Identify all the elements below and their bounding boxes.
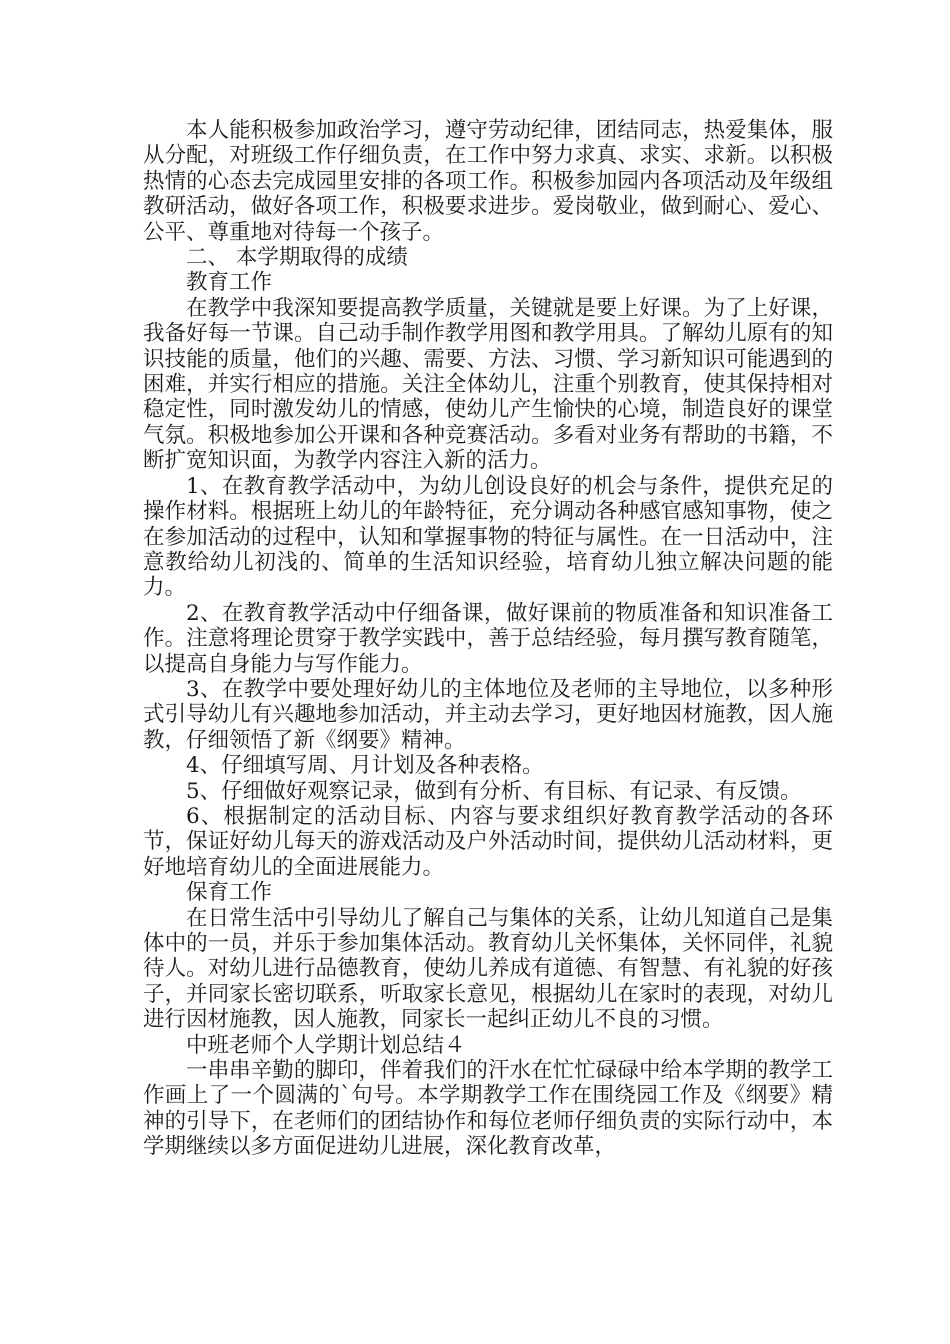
list-item-1: 1、在教育教学活动中，为幼儿创设良好的机会与条件，提供充足的操作材料。根据班上幼儿的年龄特征，充分调动各种感官感知事物，使之在参加活动的过程中，认知和掌握事物的特征与属性。在一日活动中，注意教给幼儿初浅的、简单的生活知识经验，培育幼儿独立解决问题的能力。	[143, 473, 833, 601]
list-item-5: 5、仔细做好观察记录，做到有分析、有目标、有记录、有反馈。	[186, 778, 802, 804]
list-item-2: 2、在教育教学活动中仔细备课，做好课前的物质准备和知识准备工作。注意将理论贯穿于教学实践中，善于总结经验，每月撰写教育随笔，以提高自身能力与写作能力。	[143, 600, 833, 677]
paragraph-teaching-quality: 在教学中我深知要提高教学质量，关键就是要上好课。为了上好课，我备好每一节课。自己动手制作教学用图和教学用具。了解幼儿原有的知识技能的质量，他们的兴趣、需要、方法、习惯、学习新知识可能遇到的困难，并实行相应的措施。关注全体幼儿，注重个别教育，使其保持相对稳定性，同时激发幼儿的情感，使幼儿产生愉快的心境，制造良好的课堂气氛。积极地参加公开课和各种竞赛活动。多看对业务有帮助的书籍，不断扩宽知识面，为教学内容注入新的活力。	[143, 295, 833, 474]
list-item-3: 3、在教学中要处理好幼儿的主体地位及老师的主导地位，以多种形式引导幼儿有兴趣地参加活动，并主动去学习，更好地因材施教，因人施教，仔细领悟了新《纲要》精神。	[143, 676, 833, 753]
paragraph-summary-intro: 一串串辛勤的脚印，伴着我们的汗水在忙忙碌碌中给本学期的教学工作画上了一个圆满的`句号。本学期教学工作在围绕园工作及《纲要》精神的引导下，在老师们的团结协作和每位老师仔细负责的实际行动中，本学期继续以多方面促进幼儿进展，深化教育改革，	[143, 1058, 833, 1160]
paragraph-work-attitude: 本人能积极参加政治学习，遵守劳动纪律，团结同志，热爱集体，服从分配，对班级工作仔细负责，在工作中努力求真、求实、求新。以积极热情的心态去完成园里安排的各项工作。积极参加园内各项活动及年级组教研活动，做好各项工作，积极要求进步。爱岗敬业，做到耐心、爱心、公平、尊重地对待每一个孩子。	[143, 118, 833, 245]
list-item-6: 6、根据制定的活动目标、内容与要求组织好教育教学活动的各环节，保证好幼儿每天的游戏活动及户外活动时间，提供幼儿活动材料，更好地培育幼儿的全面进展能力。	[143, 803, 833, 880]
list-item-4: 4、仔细填写周、月计划及各种表格。	[186, 753, 544, 779]
title-summary-4: 中班老师个人学期计划总结４	[186, 1032, 466, 1058]
paragraph-care-work: 在日常生活中引导幼儿了解自己与集体的关系，让幼儿知道自己是集体中的一员，并乐于参加集体活动。教育幼儿关怀集体，关怀同伴，礼貌待人。对幼儿进行品德教育，使幼儿养成有道德、有智慧、有礼貌的好孩子，并同家长密切联系，听取家长意见，根据幼儿在家时的表现，对幼儿进行因材施教，因人施教，同家长一起纠正幼儿不良的习惯。	[143, 905, 833, 1033]
document-body	[143, 118, 833, 1160]
subheading-education-work: 教育工作	[186, 270, 273, 296]
subheading-care-work: 保育工作	[186, 880, 273, 906]
section-heading-achievements: 二、 本学期取得的成绩	[186, 245, 408, 271]
